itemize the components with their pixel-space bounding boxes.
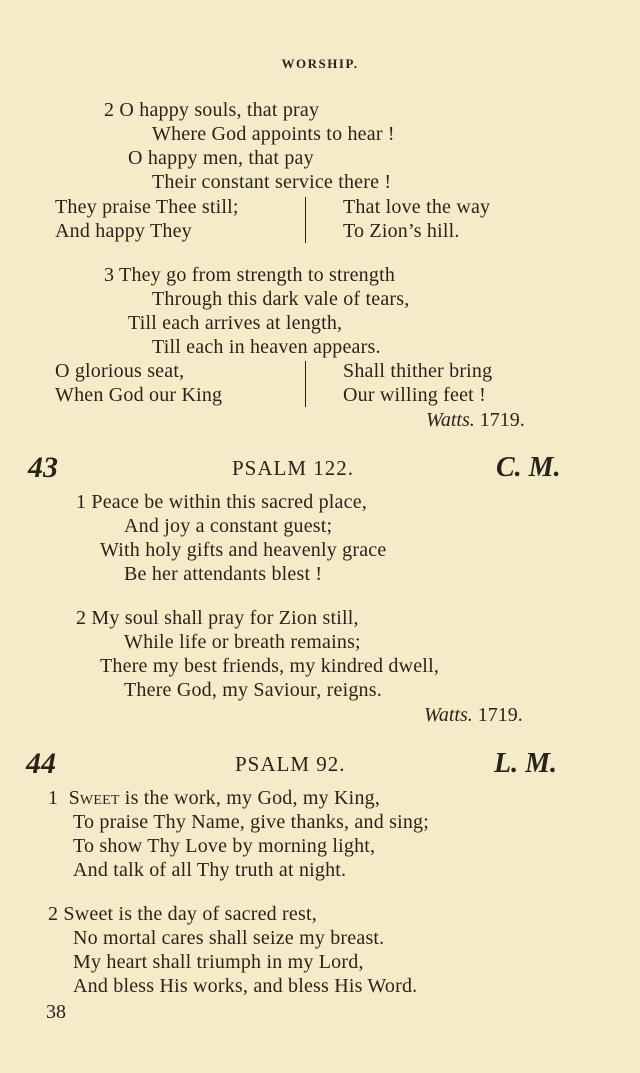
hymn-title: PSALM 122.: [232, 456, 355, 480]
hymn-meter: C. M.: [496, 452, 561, 483]
page-number: 38: [46, 1001, 66, 1023]
verse-number: 1: [48, 787, 59, 809]
verse-line: While life or breath remains;: [124, 631, 361, 653]
verse-line: And joy a constant guest;: [124, 515, 333, 537]
verse-line: With holy gifts and heavenly grace: [100, 539, 387, 561]
first-line-rest: is the work, my God, my King,: [119, 787, 381, 809]
verse-line: There my best friends, my kindred dwell,: [100, 655, 440, 677]
verse-line: To show Thy Love by morning light,: [73, 835, 376, 857]
hymn-title: PSALM 92.: [235, 752, 346, 776]
author: Watts.: [426, 409, 475, 431]
verse-line: Till each arrives at length,: [128, 312, 343, 334]
verse-line-right: Our willing feet !: [343, 384, 487, 406]
verse-line-left: And happy They: [55, 220, 192, 242]
verse-line-right: To Zion’s hill.: [343, 220, 460, 242]
verse-line-left: When God our King: [55, 384, 223, 406]
verse-line-left: O glorious seat,: [55, 360, 185, 382]
verse-line: My heart shall triumph in my Lord,: [73, 951, 364, 973]
verse-line: Their constant service there !: [152, 171, 392, 193]
year: 1719.: [479, 409, 525, 431]
verse-line: Be her attendants blest !: [124, 563, 323, 585]
column-divider: [305, 197, 306, 243]
verse-line-right: Shall thither bring: [343, 360, 493, 382]
attribution: [426, 408, 525, 432]
verse-line: 2 O happy souls, that pray: [104, 99, 320, 121]
verse-line: [48, 786, 380, 810]
verse-line: Till each in heaven appears.: [152, 336, 381, 358]
verse-line: Through this dark vale of tears,: [152, 288, 410, 310]
hymn-number: 44: [26, 747, 56, 780]
column-divider: [305, 361, 306, 407]
hymn-number: 43: [28, 451, 58, 484]
year: 1719.: [477, 704, 523, 726]
verse-line: To praise Thy Name, give thanks, and sing;: [73, 811, 430, 833]
verse-line: 2 Sweet is the day of sacred rest,: [48, 903, 317, 925]
verse-line-right: That love the way: [343, 196, 491, 218]
hymn-meter: L. M.: [494, 748, 557, 779]
verse-line: 3 They go from strength to strength: [104, 264, 396, 286]
verse-line: 1 Peace be within this sacred place,: [76, 491, 367, 513]
attribution: [424, 703, 523, 727]
verse-line: Where God appoints to hear !: [152, 123, 395, 145]
running-header: WORSHIP.: [281, 56, 359, 71]
verse-line: And talk of all Thy truth at night.: [73, 859, 347, 881]
verse-line: No mortal cares shall seize my breast.: [73, 927, 385, 949]
initial-word: Sweet: [68, 787, 120, 809]
verse-line: And bless His works, and bless His Word.: [73, 975, 418, 997]
verse-line: 2 My soul shall pray for Zion still,: [76, 607, 359, 629]
author: Watts.: [424, 704, 473, 726]
verse-line: O happy men, that pay: [128, 147, 314, 169]
verse-line-left: They praise Thee still;: [55, 196, 239, 218]
verse-line: There God, my Saviour, reigns.: [124, 679, 382, 701]
